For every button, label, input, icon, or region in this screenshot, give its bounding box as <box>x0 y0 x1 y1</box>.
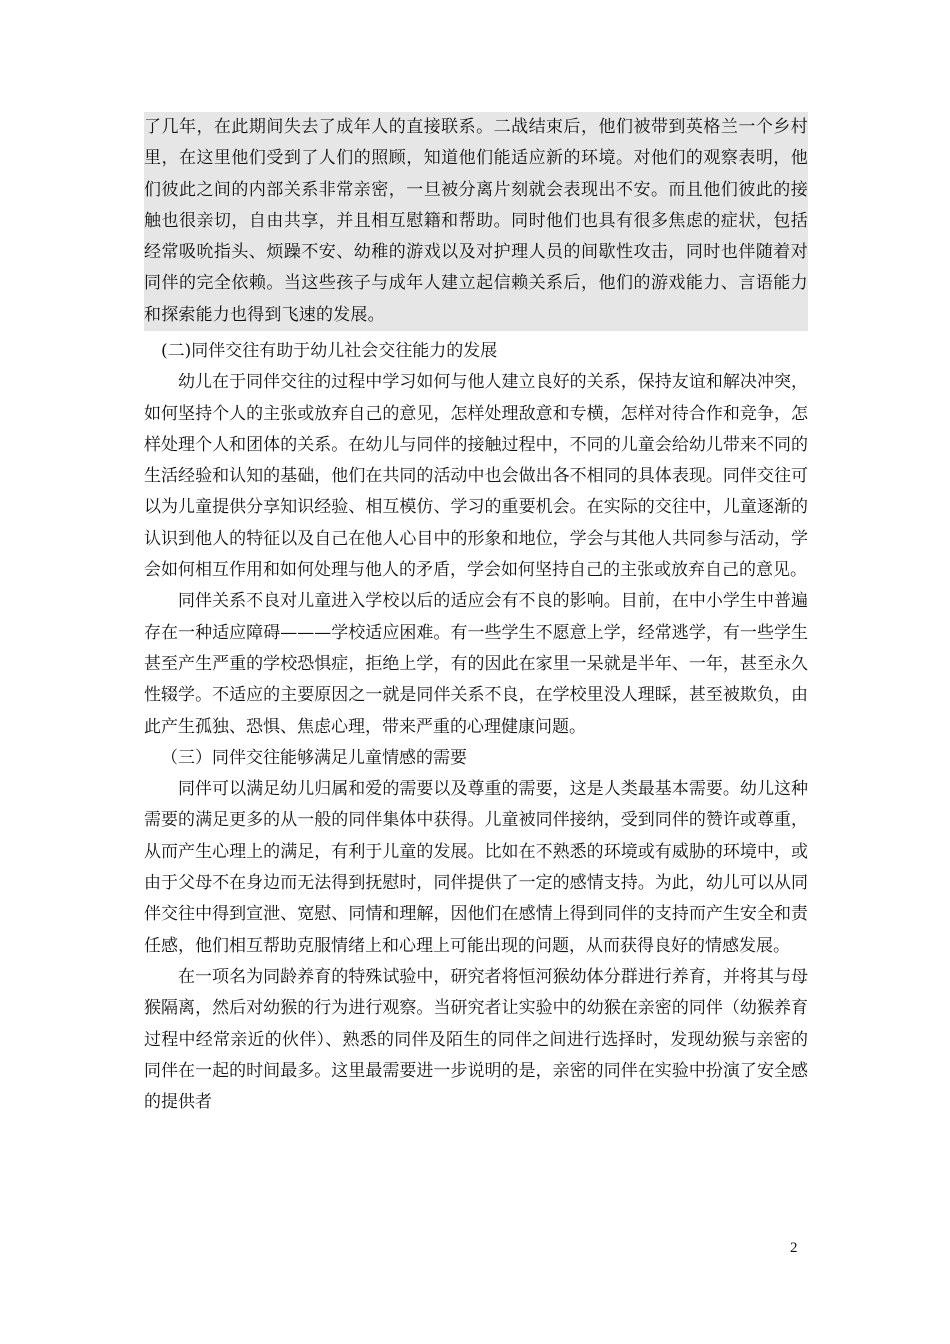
shaded-quote-block <box>144 112 808 331</box>
shaded-paragraph: 了几年，在此期间失去了成年人的直接联系。二战结束后，他们被带到英格兰一个乡村里，在这里他们受到了人们的照顾，知道他们能适应新的环境。对他们的观察表明，他们彼此之间的内部关系非常亲密，一旦被分离片刻就会表现出不安。而且他们彼此的接触也很亲切，自由共享，并且相互慰籍和帮助。同时他们也具有很多焦虑的症状，包括经常吸吮指头、烦躁不安、幼稚的游戏以及对护理人员的间歇性攻击，同时也伴随着对同伴的完全依赖。当这些孩子与成年人建立起信赖关系后，他们的游戏能力、言语能力和探索能力也得到飞速的发展。 <box>144 117 808 325</box>
body-paragraph: 同伴关系不良对儿童进入学校以后的适应会有不良的影响。目前，在中小学生中普遍存在一种适应障碍———学校适应困难。有一些学生不愿意上学，经常逃学，有一些学生甚至产生严重的学校恐惧症，拒绝上学，有的因此在家里一呆就是半年、一年，甚至永久性辍学。不适应的主要原因之一就是同伴关系不良，在学校里没人理睬，甚至被欺负，由此产生孤独、恐惧、焦虑心理，带来严重的心理健康问题。 <box>144 591 808 737</box>
body-paragraph: 在一项名为同龄养育的特殊试验中，研究者将恒河猴幼体分群进行养育，并将其与母猴隔离，然后对幼猴的行为进行观察。当研究者让实验中的幼猴在亲密的同伴（幼猴养育过程中经常亲近的伙伴）、熟悉的同伴及陌生的同伴之间进行选择时，发现幼猴与亲密的同伴在一起的时间最多。这里最需要进一步说明的是，亲密的同伴在实验中扮演了安全感的提供者 <box>144 966 808 1113</box>
body-paragraph: 同伴可以满足幼儿归属和爱的需要以及尊重的需要，这是人类最基本需要。幼儿这种需要的满足更多的从一般的同伴集体中获得。儿童被同伴接纳，受到同伴的赞许或尊重，从而产生心理上的满足，有利于儿童的发展。比如在不熟悉的环境或有威胁的环境中，或由于父母不在身边而无法得到抚慰时，同伴提供了一定的感情支持。为此，幼儿可以从同伴交往中得到宣泄、宽慰、同情和理解，因他们在感情上得到同伴的支持而产生安全和责任感，他们相互帮助克服情绪上和心理上可能出现的问题，从而获得良好的情感发展。 <box>144 779 808 956</box>
section-heading-3: （三）同伴交往能够满足儿童情感的需要 <box>161 747 467 768</box>
body-paragraph: 幼儿在于同伴交往的过程中学习如何与他人建立良好的关系，保持友谊和解决冲突，如何坚持个人的主张或放弃自己的意见，怎样处理敌意和专横，怎样对待合作和竞争，怎样处理个人和团体的关系。在幼儿与同伴的接触过程中，不同的儿童会给幼儿带来不同的生活经验和认知的基础，他们在共同的活动中也会做出各不相同的具体表现。同伴交往可以为儿童提供分享知识经验、相互模仿、学习的重要机会。在实际的交往中，儿童逐渐的认识到他人的特征以及自己在他人心目中的形象和地位，学会与其他人共同参与活动，学会如何相互作用和如何处理与他人的矛盾，学会如何坚持自己的主张或放弃自己的意见。 <box>144 372 808 581</box>
section-heading-2: (二)同伴交往有助于幼儿社会交往能力的发展 <box>161 341 498 361</box>
page-number: 2 <box>790 1240 798 1256</box>
main-body <box>144 336 808 1118</box>
